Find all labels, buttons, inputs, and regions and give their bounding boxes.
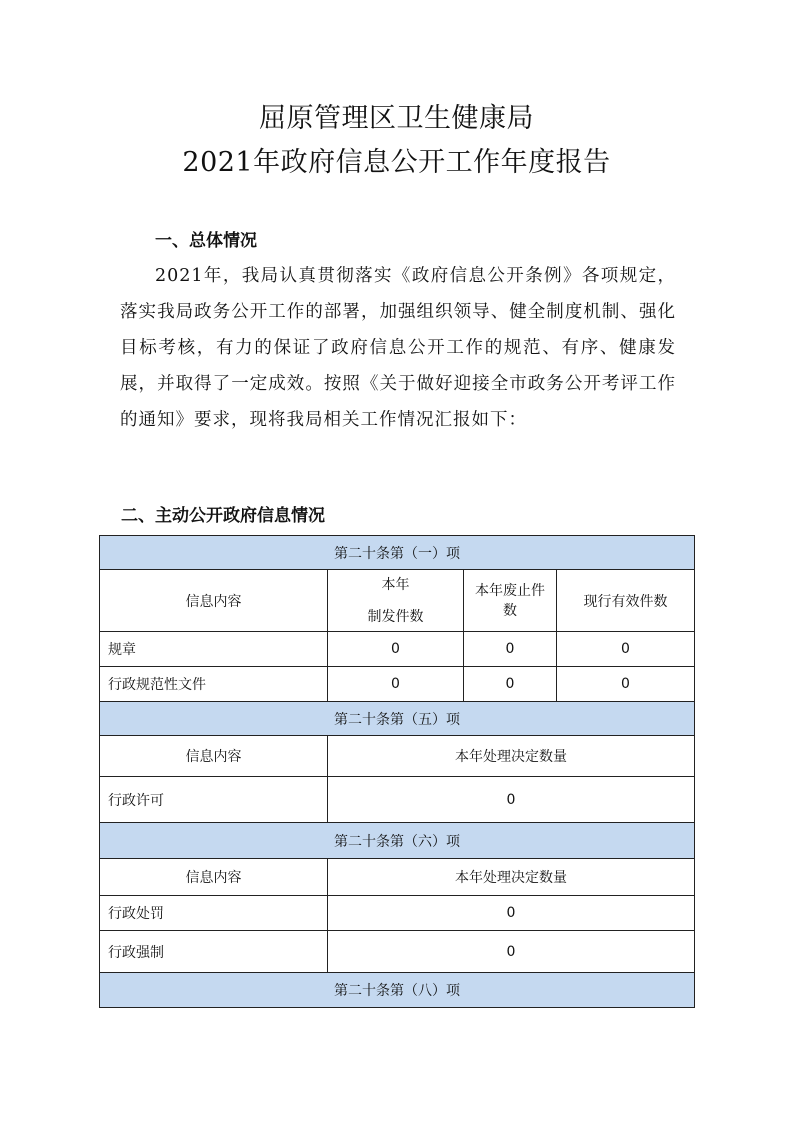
row-value: 0 — [328, 931, 695, 973]
row-label: 行政规范性文件 — [100, 667, 328, 702]
table-section-title: 第二十条第（五）项 — [100, 702, 695, 736]
row-value: 0 — [328, 667, 464, 702]
row-value: 0 — [328, 896, 695, 931]
row-value: 0 — [464, 667, 557, 702]
table-row — [100, 896, 695, 931]
disclosure-table — [99, 535, 695, 1008]
report-title-line-1: 屈原管理区卫生健康局 — [259, 103, 534, 134]
table-header-cell: 本年废止件数 — [464, 570, 557, 632]
table-header-cell: 现行有效件数 — [557, 570, 695, 632]
row-value: 0 — [328, 632, 464, 667]
row-value: 0 — [557, 632, 695, 667]
table-header-cell: 信息内容 — [100, 570, 328, 632]
table-header-cell: 信息内容 — [100, 859, 328, 896]
table-row — [100, 931, 695, 973]
table-row — [100, 777, 695, 823]
report-title-line-2: 2021年政府信息公开工作年度报告 — [182, 147, 611, 178]
table-section-title: 第二十条第（八）项 — [100, 973, 695, 1008]
row-label: 行政许可 — [100, 777, 328, 823]
row-label: 规章 — [100, 632, 328, 667]
row-value: 0 — [328, 777, 695, 823]
section-1-paragraph: 2021年，我局认真贯彻落实《政府信息公开条例》各项规定，落实我局政务公开工作的部署，加强组织领导、健全制度机制、强化目标考核，有力的保证了政府信息公开工作的规范、有序、健康发展，并取得了一定成效。按照《关于做好迎接全市政务公开考评工作的通知》要求，现将我局相关工作情况汇报如下： — [120, 266, 676, 430]
row-value: 0 — [464, 632, 557, 667]
table-row — [100, 667, 695, 702]
table-section-title: 第二十条第（六）项 — [100, 823, 695, 859]
table-header-cell: 信息内容 — [100, 736, 328, 777]
row-label: 行政强制 — [100, 931, 328, 973]
table-header-cell — [328, 570, 464, 632]
row-value: 0 — [557, 667, 695, 702]
section-2-heading: 二、主动公开政府信息情况 — [121, 506, 325, 526]
header-line: 制发件数 — [367, 608, 424, 625]
table-header-cell: 本年处理决定数量 — [328, 859, 695, 896]
table-row — [100, 632, 695, 667]
row-label: 行政处罚 — [100, 896, 328, 931]
table-header-cell: 本年处理决定数量 — [328, 736, 695, 777]
section-1-heading: 一、总体情况 — [155, 231, 257, 251]
table-section-title: 第二十条第（一）项 — [100, 536, 695, 570]
header-line: 本年 — [381, 576, 410, 593]
